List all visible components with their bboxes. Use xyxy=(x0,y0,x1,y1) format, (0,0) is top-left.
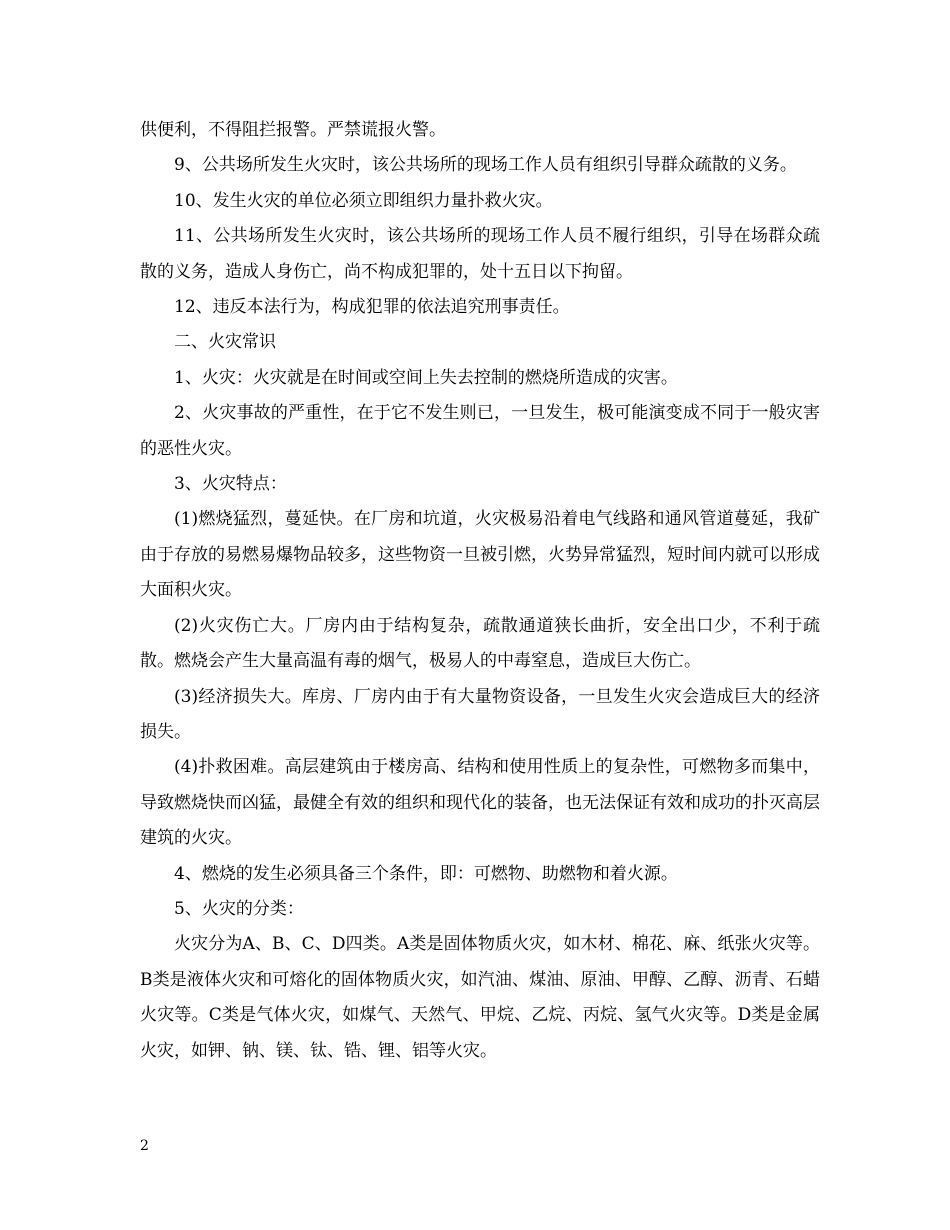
paragraph-fire-classification: 火灾分为A、B、C、D四类。A类是固体物质火灾，如木材、棉花、麻、纸张火灾等。B类是液体火灾和可熔化的固体物质火灾，如汽油、煤油、原油、甲醇、乙醇、沥青、石蜡火灾等。C类是气体火灾，如煤气、天然气、甲烷、乙烷、丙烷、氢气火灾等。D类是金属火灾，如钾、钠、镁、钛、锆、锂、铝等火灾。 xyxy=(140,934,820,1061)
paragraph-fire-characteristics-heading: 3、火灾特点： xyxy=(174,474,287,495)
page-number: 2 xyxy=(140,1138,149,1154)
document-body xyxy=(140,113,820,1069)
paragraph-item-11: 11、公共场所发生火灾时，该公共场所的现场工作人员不履行组织，引导在场群众疏散的义务，造成人身伤亡，尚不构成犯罪的，处十五日以下拘留。 xyxy=(140,226,820,282)
paragraph-item-10: 10、发生火灾的单位必须立即组织力量扑救火灾。 xyxy=(174,190,553,211)
paragraph-item-12: 12、违反本法行为，构成犯罪的依法追究刑事责任。 xyxy=(174,297,570,318)
section-heading-fire-knowledge: 二、火灾常识 xyxy=(174,332,276,353)
paragraph-fire-classification-heading: 5、火灾的分类： xyxy=(174,898,304,919)
paragraph-characteristic-3: (3)经济损失大。库房、厂房内由于有大量物资设备，一旦发生火灾会造成巨大的经济损失。 xyxy=(140,686,820,742)
paragraph-characteristic-1: (1)燃烧猛烈，蔓延快。在厂房和坑道，火灾极易沿着电气线路和通风管道蔓延，我矿由于存放的易燃易爆物品较多，这些物资一旦被引燃，火势异常猛烈，短时间内就可以形成大面积火灾。 xyxy=(140,509,820,601)
paragraph-fire-definition: 1、火灾：火灾就是在时间或空间上失去控制的燃烧所造成的灾害。 xyxy=(174,367,678,388)
paragraph-characteristic-2: (2)火灾伤亡大。厂房内由于结构复杂，疏散通道狭长曲折，安全出口少，不利于疏散。燃烧会产生大量高温有毒的烟气，极易人的中毒窒息，造成巨大伤亡。 xyxy=(140,615,820,672)
paragraph-continuation: 供便利，不得阻拦报警。严禁谎报火警。 xyxy=(140,120,446,140)
paragraph-characteristic-4: (4)扑救困难。高层建筑由于楼房高、结构和使用性质上的复杂性，可燃物多而集中，导致燃烧快而凶猛，最健全有效的组织和现代化的装备，也无法保证有效和成功的扑灭高层建筑的火灾。 xyxy=(140,757,820,849)
paragraph-combustion-conditions: 4、燃烧的发生必须具备三个条件，即：可燃物、助燃物和着火源。 xyxy=(174,863,678,884)
paragraph-item-9: 9、公共场所发生火灾时，该公共场所的现场工作人员有组织引导群众疏散的义务。 xyxy=(174,155,797,176)
paragraph-fire-severity: 2、火灾事故的严重性，在于它不发生则已，一旦发生，极可能演变成不同于一般灾害的恶性火灾。 xyxy=(140,403,820,459)
